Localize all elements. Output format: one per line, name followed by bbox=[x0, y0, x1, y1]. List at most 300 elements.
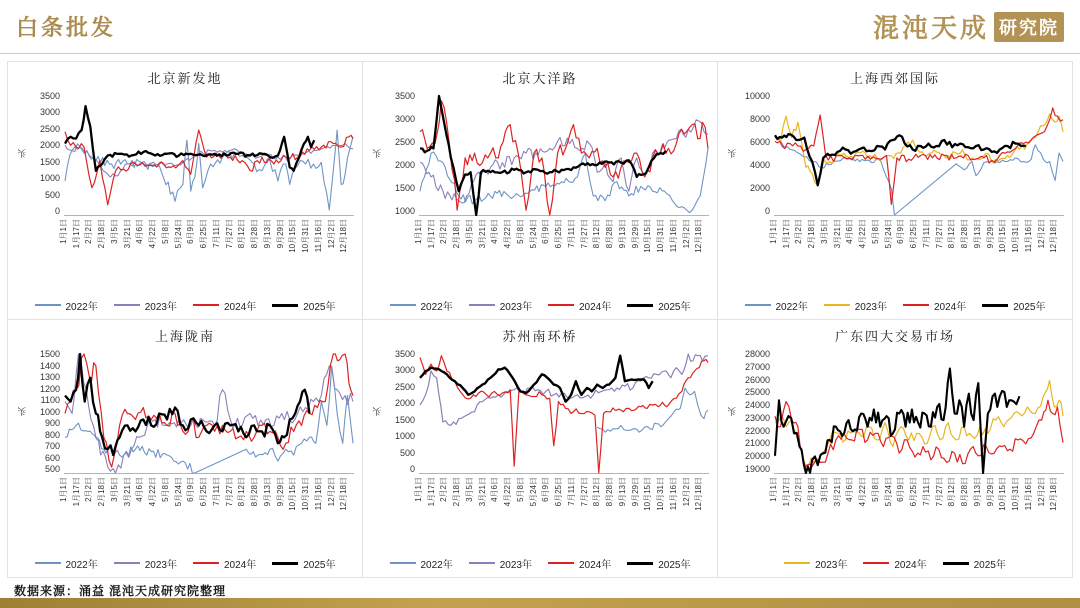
x-tick-label: 8月12日 bbox=[592, 219, 602, 249]
x-axis-ticks bbox=[414, 474, 709, 536]
x-tick-label: 10月15日 bbox=[643, 477, 653, 511]
legend-line-swatch bbox=[745, 304, 771, 306]
x-tick-label: 6月25日 bbox=[554, 477, 564, 507]
plot-canvas-wrap bbox=[769, 350, 1064, 511]
chart-plot bbox=[419, 350, 709, 474]
x-tick-label: 10月31日 bbox=[301, 219, 311, 253]
y-tick-label: 3000 bbox=[394, 365, 415, 376]
x-tick-label: 9月29日 bbox=[985, 477, 995, 507]
plot-canvas-wrap bbox=[59, 350, 354, 511]
legend-label: 2025年 bbox=[973, 559, 1006, 571]
x-tick-label: 7月11日 bbox=[921, 219, 931, 248]
x-tick-label: 8月28日 bbox=[250, 477, 260, 507]
legend-item bbox=[35, 556, 98, 571]
y-axis-ticks bbox=[738, 92, 774, 216]
y-tick-label: 20000 bbox=[744, 451, 770, 462]
legend-line-swatch bbox=[943, 562, 969, 565]
x-tick-label: 4月22日 bbox=[503, 219, 513, 249]
y-axis-title: 头 bbox=[727, 407, 738, 417]
y-tick-label: 800 bbox=[44, 429, 60, 440]
legend-label: 2023年 bbox=[144, 301, 177, 313]
x-tick-label: 3月21日 bbox=[477, 477, 487, 507]
legend-line-swatch bbox=[784, 562, 810, 564]
x-tick-label: 7月27日 bbox=[579, 219, 589, 249]
y-tick-label: 0 bbox=[54, 205, 60, 216]
company-logo bbox=[873, 8, 1064, 45]
x-tick-label: 9月13日 bbox=[972, 477, 982, 507]
x-tick-label: 6月9日 bbox=[896, 219, 906, 244]
x-tick-label: 9月13日 bbox=[617, 219, 627, 249]
x-tick-label: 9月29日 bbox=[275, 477, 285, 507]
legend-label: 2023年 bbox=[854, 301, 887, 313]
x-tick-label: 12月18日 bbox=[694, 477, 704, 511]
x-tick-label: 3月21日 bbox=[477, 219, 487, 249]
legend-line-swatch bbox=[469, 304, 495, 306]
y-tick-label: 2500 bbox=[39, 123, 60, 134]
y-tick-label: 3500 bbox=[39, 91, 60, 101]
y-tick-label: 2000 bbox=[39, 140, 60, 151]
x-tick-label: 9月29日 bbox=[275, 219, 285, 249]
x-axis-ticks bbox=[769, 216, 1064, 278]
x-tick-label: 5月24日 bbox=[173, 219, 183, 249]
x-tick-label: 12月2日 bbox=[1036, 477, 1046, 507]
chart-card bbox=[8, 62, 363, 320]
legend-line-swatch bbox=[982, 304, 1008, 307]
x-tick-label: 6月25日 bbox=[554, 219, 564, 249]
x-tick-label: 6月9日 bbox=[186, 477, 196, 502]
series-line-2025年 bbox=[775, 369, 1019, 474]
series-line-2024年 bbox=[420, 101, 708, 215]
y-tick-label: 1400 bbox=[39, 360, 60, 371]
y-tick-label: 1000 bbox=[394, 431, 415, 442]
legend-label: 2023年 bbox=[815, 559, 848, 571]
legend-line-swatch bbox=[390, 562, 416, 564]
y-tick-label: 700 bbox=[44, 441, 60, 451]
legend-item bbox=[627, 298, 690, 313]
x-tick-label: 7月11日 bbox=[566, 219, 576, 248]
series-line-2025年 bbox=[65, 354, 309, 455]
plot-canvas-wrap bbox=[769, 92, 1064, 253]
legend-item bbox=[35, 298, 98, 313]
x-tick-label: 11月16日 bbox=[313, 477, 323, 511]
x-tick-label: 1月1日 bbox=[414, 477, 423, 502]
x-tick-label: 7月11日 bbox=[921, 477, 931, 506]
legend-label: 2023年 bbox=[499, 559, 532, 571]
x-tick-label: 4月22日 bbox=[503, 477, 513, 507]
page-title: 白条批发 bbox=[16, 15, 117, 40]
legend-label: 2024年 bbox=[224, 301, 257, 313]
series-line-2024年 bbox=[775, 108, 1063, 204]
legend-line-swatch bbox=[863, 562, 889, 564]
legend-line-swatch bbox=[193, 562, 219, 564]
y-axis-ticks bbox=[28, 350, 64, 474]
plot-canvas-wrap bbox=[414, 350, 709, 511]
legend-item bbox=[390, 556, 453, 571]
x-tick-label: 11月16日 bbox=[668, 219, 678, 253]
legend-line-swatch bbox=[114, 304, 140, 306]
x-tick-label: 2月18日 bbox=[452, 219, 462, 249]
x-tick-label: 5月24日 bbox=[883, 219, 893, 249]
y-axis-title: 头 bbox=[17, 149, 28, 159]
x-tick-label: 12月2日 bbox=[326, 219, 336, 249]
x-tick-label: 10月31日 bbox=[1011, 219, 1021, 253]
x-tick-label: 8月28日 bbox=[605, 219, 615, 249]
page-footer bbox=[0, 578, 1080, 600]
x-tick-label: 3月21日 bbox=[122, 477, 132, 507]
x-tick-label: 7月11日 bbox=[211, 219, 221, 248]
legend-label: 2024年 bbox=[224, 559, 257, 571]
y-tick-label: 26000 bbox=[744, 374, 770, 385]
x-tick-label: 2月18日 bbox=[452, 477, 462, 507]
x-tick-label: 10月15日 bbox=[288, 219, 298, 253]
plot-area bbox=[371, 349, 709, 511]
legend-line-swatch bbox=[824, 304, 850, 306]
x-tick-label: 7月27日 bbox=[224, 219, 234, 249]
x-tick-label: 12月18日 bbox=[1049, 477, 1059, 511]
x-tick-label: 3月5日 bbox=[109, 477, 119, 502]
logo-badge: 研究院 bbox=[994, 12, 1064, 42]
legend-item bbox=[193, 556, 256, 571]
legend-label: 2025年 bbox=[303, 559, 336, 571]
x-tick-label: 11月16日 bbox=[1023, 219, 1033, 253]
x-tick-label: 5月8日 bbox=[160, 477, 170, 502]
x-tick-label: 2月18日 bbox=[97, 477, 107, 507]
y-tick-label: 600 bbox=[44, 452, 60, 463]
legend-label: 2023年 bbox=[499, 301, 532, 313]
legend-line-swatch bbox=[390, 304, 416, 306]
x-tick-label: 3月21日 bbox=[122, 219, 132, 249]
y-tick-label: 19000 bbox=[744, 463, 770, 474]
bottom-accent-bar bbox=[0, 598, 1080, 608]
y-tick-label: 23000 bbox=[744, 412, 770, 423]
x-tick-label: 2月2日 bbox=[439, 219, 449, 244]
legend-item bbox=[272, 556, 335, 571]
page-header bbox=[0, 0, 1080, 54]
legend-label: 2024年 bbox=[934, 301, 967, 313]
plot-area bbox=[726, 349, 1064, 511]
chart-legend bbox=[16, 554, 354, 572]
y-tick-label: 6000 bbox=[749, 137, 770, 147]
legend-label: 2023年 bbox=[144, 559, 177, 571]
x-tick-label: 7月27日 bbox=[934, 219, 944, 249]
plot-area bbox=[726, 91, 1064, 253]
legend-item bbox=[982, 298, 1045, 313]
y-axis-ticks bbox=[383, 350, 419, 474]
y-tick-label: 25000 bbox=[744, 387, 770, 398]
x-tick-label: 5月8日 bbox=[870, 477, 880, 502]
logo-wordmark: 混沌天成 bbox=[872, 14, 989, 43]
legend-line-swatch bbox=[35, 562, 61, 564]
y-axis-title: 头 bbox=[372, 407, 383, 417]
x-tick-label: 10月31日 bbox=[301, 477, 311, 511]
legend-line-swatch bbox=[35, 304, 61, 306]
x-tick-label: 7月27日 bbox=[934, 477, 944, 507]
y-tick-label: 2000 bbox=[749, 183, 770, 193]
legend-line-swatch bbox=[903, 304, 929, 306]
plot-area bbox=[16, 91, 354, 253]
y-tick-label: 1500 bbox=[394, 414, 415, 425]
x-tick-label: 4月6日 bbox=[490, 219, 500, 244]
x-tick-label: 9月29日 bbox=[630, 219, 640, 249]
x-tick-label: 1月17日 bbox=[781, 477, 791, 507]
x-tick-label: 4月6日 bbox=[135, 477, 145, 502]
x-tick-label: 5月24日 bbox=[173, 477, 183, 507]
y-axis-title: 头 bbox=[372, 149, 383, 159]
x-tick-label: 1月17日 bbox=[71, 219, 81, 249]
x-tick-label: 9月13日 bbox=[262, 477, 272, 507]
x-tick-label: 8月12日 bbox=[947, 477, 957, 507]
chart-card bbox=[363, 320, 718, 578]
legend-label: 2022年 bbox=[65, 559, 98, 571]
x-tick-label: 2月18日 bbox=[807, 219, 817, 249]
x-axis-ticks bbox=[769, 474, 1064, 536]
plot-area bbox=[371, 91, 709, 253]
y-axis-ticks bbox=[738, 350, 774, 474]
x-tick-label: 12月18日 bbox=[1049, 219, 1059, 253]
legend-item bbox=[469, 298, 532, 313]
x-tick-label: 5月24日 bbox=[528, 477, 538, 507]
x-tick-label: 12月18日 bbox=[339, 477, 349, 511]
x-tick-label: 3月5日 bbox=[819, 477, 829, 502]
x-tick-label: 6月25日 bbox=[909, 219, 919, 249]
legend-label: 2025年 bbox=[303, 301, 336, 313]
legend-line-swatch bbox=[114, 562, 140, 564]
y-tick-label: 3000 bbox=[394, 114, 415, 124]
legend-line-swatch bbox=[627, 562, 653, 565]
x-tick-label: 2月2日 bbox=[84, 477, 94, 502]
chart-legend bbox=[371, 554, 709, 572]
x-tick-label: 2月2日 bbox=[794, 219, 804, 244]
legend-item bbox=[627, 556, 690, 571]
x-tick-label: 3月21日 bbox=[832, 219, 842, 249]
x-tick-label: 3月5日 bbox=[109, 219, 119, 244]
x-axis-ticks bbox=[59, 216, 354, 278]
legend-item bbox=[114, 556, 177, 571]
y-tick-label: 900 bbox=[44, 418, 60, 428]
x-tick-label: 9月13日 bbox=[262, 219, 272, 249]
x-tick-label: 12月2日 bbox=[1036, 219, 1046, 249]
x-tick-label: 5月8日 bbox=[515, 477, 525, 502]
legend-item bbox=[784, 556, 847, 571]
x-tick-label: 1月17日 bbox=[781, 219, 791, 249]
x-tick-label: 1月1日 bbox=[769, 477, 778, 502]
y-axis-title: 头 bbox=[727, 149, 738, 159]
y-tick-label: 1200 bbox=[39, 383, 60, 394]
x-axis-ticks bbox=[59, 474, 354, 536]
x-tick-label: 10月31日 bbox=[656, 477, 666, 511]
legend-label: 2022年 bbox=[420, 559, 453, 571]
y-tick-label: 1500 bbox=[39, 349, 60, 359]
legend-line-swatch bbox=[469, 562, 495, 564]
y-tick-label: 10000 bbox=[744, 91, 770, 101]
x-tick-label: 8月28日 bbox=[960, 477, 970, 507]
y-axis-ticks bbox=[28, 92, 64, 216]
x-tick-label: 7月27日 bbox=[579, 477, 589, 507]
x-tick-label: 9月13日 bbox=[617, 477, 627, 507]
chart-title: 上海西郊国际 bbox=[849, 71, 940, 86]
x-tick-label: 9月29日 bbox=[630, 477, 640, 507]
legend-label: 2025年 bbox=[1013, 301, 1046, 313]
legend-line-swatch bbox=[548, 562, 574, 564]
legend-item bbox=[548, 298, 611, 313]
x-tick-label: 7月11日 bbox=[211, 477, 221, 506]
x-tick-label: 1月17日 bbox=[426, 477, 436, 507]
legend-item bbox=[943, 556, 1006, 571]
legend-item bbox=[272, 298, 335, 313]
y-tick-label: 3000 bbox=[39, 107, 60, 118]
x-tick-label: 11月16日 bbox=[1023, 477, 1033, 511]
x-tick-label: 1月1日 bbox=[59, 477, 68, 502]
x-tick-label: 4月22日 bbox=[858, 477, 868, 507]
plot-area bbox=[16, 349, 354, 511]
chart-plot bbox=[774, 92, 1064, 216]
y-tick-label: 2000 bbox=[394, 160, 415, 170]
x-tick-label: 1月1日 bbox=[414, 219, 423, 244]
legend-label: 2022年 bbox=[775, 301, 808, 313]
x-tick-label: 11月16日 bbox=[668, 477, 678, 511]
x-tick-label: 2月2日 bbox=[439, 477, 449, 502]
x-tick-label: 6月9日 bbox=[541, 219, 551, 244]
y-tick-label: 2000 bbox=[394, 398, 415, 409]
y-tick-label: 1500 bbox=[394, 183, 415, 193]
legend-item bbox=[745, 298, 808, 313]
y-tick-label: 500 bbox=[44, 464, 60, 474]
legend-item bbox=[903, 298, 966, 313]
x-tick-label: 6月9日 bbox=[541, 477, 551, 502]
x-tick-label: 2月18日 bbox=[97, 219, 107, 249]
x-tick-label: 3月5日 bbox=[819, 219, 829, 244]
x-tick-label: 4月6日 bbox=[845, 477, 855, 502]
series-line-2023年 bbox=[65, 144, 353, 178]
legend-item bbox=[114, 298, 177, 313]
x-tick-label: 3月5日 bbox=[464, 477, 474, 502]
legend-label: 2022年 bbox=[65, 301, 98, 313]
x-tick-label: 4月22日 bbox=[148, 477, 158, 507]
legend-label: 2025年 bbox=[658, 301, 691, 313]
y-tick-label: 1500 bbox=[39, 156, 60, 167]
x-tick-label: 1月1日 bbox=[59, 219, 68, 244]
legend-label: 2025年 bbox=[658, 559, 691, 571]
x-tick-label: 4月22日 bbox=[858, 219, 868, 249]
y-tick-label: 28000 bbox=[744, 349, 770, 359]
x-tick-label: 2月2日 bbox=[794, 477, 804, 502]
x-axis-ticks bbox=[414, 216, 709, 278]
x-tick-label: 6月25日 bbox=[909, 477, 919, 507]
legend-item bbox=[390, 298, 453, 313]
y-tick-label: 2500 bbox=[394, 381, 415, 392]
legend-item bbox=[824, 298, 887, 313]
series-line-2025年 bbox=[420, 96, 666, 215]
x-tick-label: 8月12日 bbox=[947, 219, 957, 249]
x-tick-label: 12月18日 bbox=[694, 219, 704, 253]
x-tick-label: 4月6日 bbox=[135, 219, 145, 244]
x-tick-label: 10月15日 bbox=[643, 219, 653, 253]
y-tick-label: 0 bbox=[409, 463, 415, 474]
x-tick-label: 10月31日 bbox=[656, 219, 666, 253]
y-tick-label: 2500 bbox=[394, 137, 415, 147]
x-tick-label: 5月8日 bbox=[870, 219, 880, 244]
chart-legend bbox=[16, 296, 354, 314]
x-tick-label: 9月29日 bbox=[985, 219, 995, 249]
x-tick-label: 1月1日 bbox=[769, 219, 778, 244]
x-tick-label: 6月25日 bbox=[199, 477, 209, 507]
x-tick-label: 8月28日 bbox=[605, 477, 615, 507]
chart-plot bbox=[419, 92, 709, 216]
y-tick-label: 1000 bbox=[394, 206, 415, 216]
x-tick-label: 1月17日 bbox=[426, 219, 436, 249]
x-tick-label: 5月8日 bbox=[160, 219, 170, 244]
chart-card bbox=[363, 62, 718, 320]
chart-legend bbox=[371, 296, 709, 314]
y-tick-label: 1100 bbox=[40, 395, 60, 405]
x-tick-label: 4月6日 bbox=[490, 477, 500, 502]
x-tick-label: 7月27日 bbox=[224, 477, 234, 507]
y-tick-label: 24000 bbox=[744, 400, 770, 411]
series-line-2022年 bbox=[597, 388, 708, 432]
legend-label: 2024年 bbox=[894, 559, 927, 571]
x-tick-label: 8月12日 bbox=[237, 477, 247, 507]
y-tick-label: 1000 bbox=[39, 406, 60, 417]
x-tick-label: 1月17日 bbox=[71, 477, 81, 507]
legend-label: 2024年 bbox=[579, 301, 612, 313]
x-tick-label: 2月18日 bbox=[807, 477, 817, 507]
y-tick-label: 27000 bbox=[744, 361, 770, 372]
series-line-2024年 bbox=[420, 356, 708, 473]
y-tick-label: 22000 bbox=[744, 425, 770, 436]
x-tick-label: 5月24日 bbox=[883, 477, 893, 507]
plot-canvas-wrap bbox=[59, 92, 354, 253]
x-tick-label: 12月2日 bbox=[681, 477, 691, 507]
legend-item bbox=[548, 556, 611, 571]
chart-title: 苏州南环桥 bbox=[502, 329, 578, 344]
chart-legend bbox=[726, 296, 1064, 314]
x-tick-label: 9月13日 bbox=[972, 219, 982, 249]
chart-plot bbox=[774, 350, 1064, 474]
x-tick-label: 11月16日 bbox=[313, 219, 323, 253]
plot-canvas-wrap bbox=[414, 92, 709, 253]
x-tick-label: 7月11日 bbox=[566, 477, 576, 506]
chart-card bbox=[8, 320, 363, 578]
y-axis-ticks bbox=[383, 92, 419, 216]
x-tick-label: 4月6日 bbox=[845, 219, 855, 244]
y-tick-label: 3500 bbox=[394, 91, 415, 101]
legend-line-swatch bbox=[193, 304, 219, 306]
legend-item bbox=[193, 298, 256, 313]
x-tick-label: 10月31日 bbox=[1011, 477, 1021, 511]
y-tick-label: 500 bbox=[44, 189, 60, 200]
y-tick-label: 4000 bbox=[749, 160, 770, 170]
x-tick-label: 3月21日 bbox=[832, 477, 842, 507]
chart-plot bbox=[64, 92, 354, 216]
y-tick-label: 8000 bbox=[749, 114, 770, 124]
y-tick-label: 3500 bbox=[394, 349, 415, 359]
chart-legend bbox=[726, 554, 1064, 572]
chart-card bbox=[718, 62, 1073, 320]
charts-grid bbox=[7, 61, 1073, 578]
data-source-note: 数据来源：涌益 混沌天成研究院整理 bbox=[14, 583, 227, 598]
x-tick-label: 12月2日 bbox=[681, 219, 691, 249]
y-tick-label: 1000 bbox=[39, 173, 60, 184]
x-tick-label: 12月18日 bbox=[339, 219, 349, 253]
y-tick-label: 1300 bbox=[39, 372, 60, 382]
legend-line-swatch bbox=[272, 562, 298, 565]
x-tick-label: 4月22日 bbox=[148, 219, 158, 249]
y-tick-label: 0 bbox=[764, 206, 770, 216]
chart-title: 广东四大交易市场 bbox=[834, 329, 955, 344]
x-tick-label: 8月28日 bbox=[960, 219, 970, 249]
x-tick-label: 5月8日 bbox=[515, 219, 525, 244]
x-tick-label: 10月15日 bbox=[998, 219, 1008, 253]
